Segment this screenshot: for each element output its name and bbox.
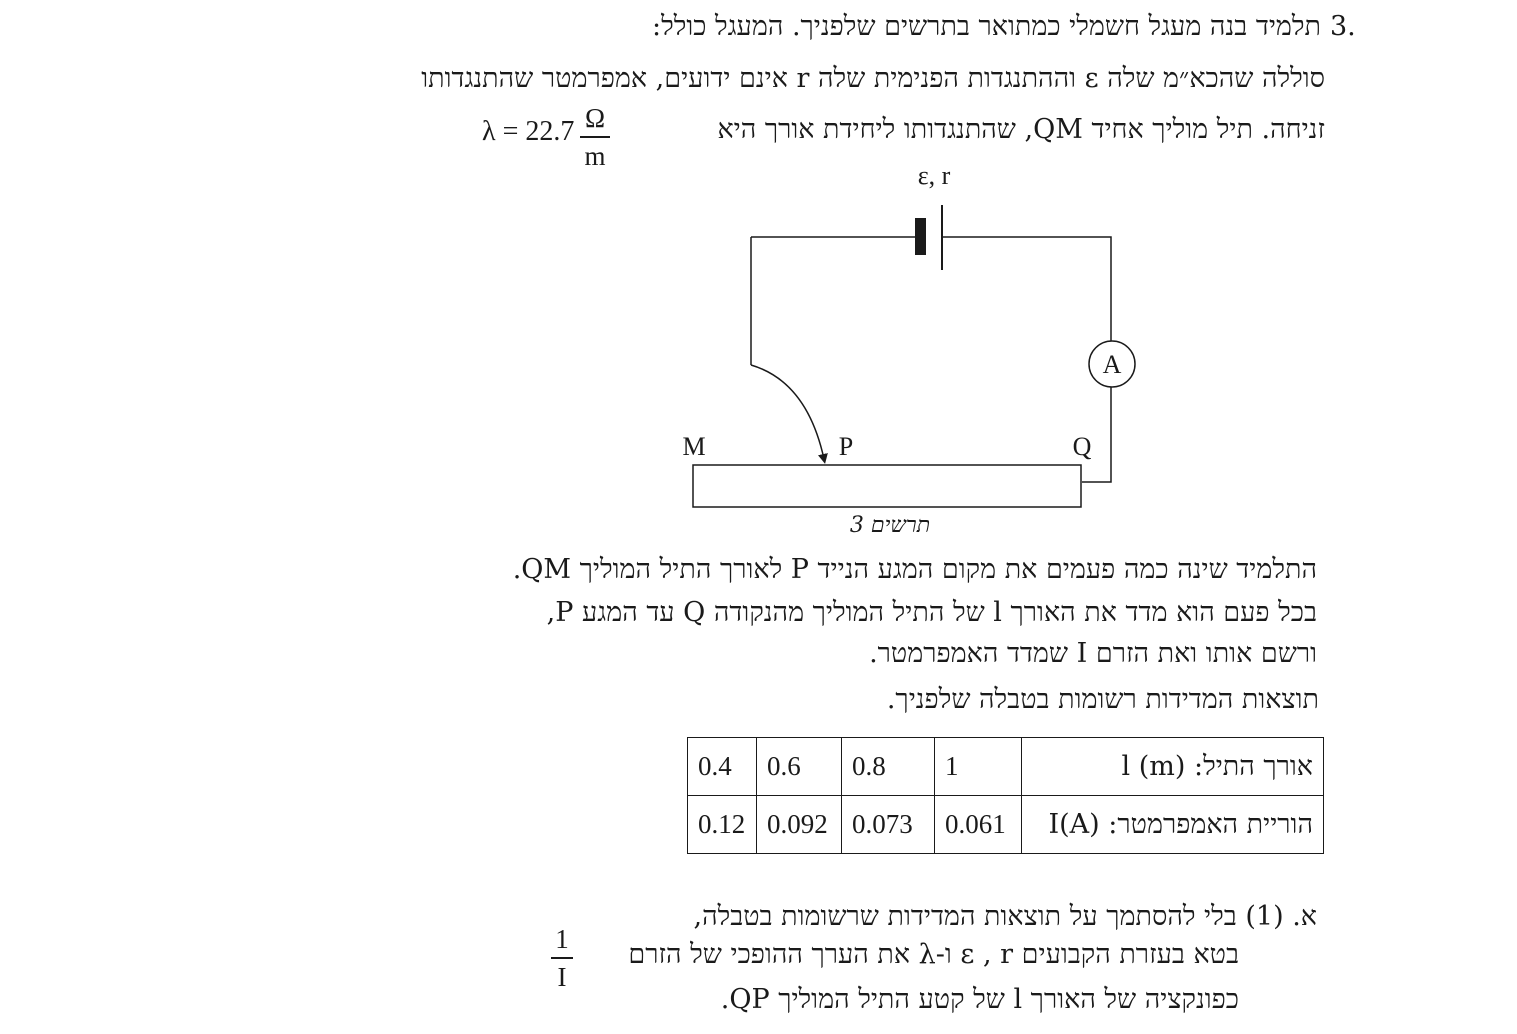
current-cell: 0.092 (757, 796, 842, 854)
battery-label: ε, r (917, 161, 951, 190)
fraction-bar (551, 957, 573, 959)
reciprocal-current-fraction (551, 925, 573, 991)
part-a-line-2: בטא בעזרת הקבועים ε , r ו-λ את הערך ההופכי של הזרם (628, 939, 1239, 970)
top-right-wire (943, 237, 1111, 342)
label-p: P (838, 432, 854, 461)
current-row-header: הוריית האמפרמטר: I(A) (1022, 796, 1324, 854)
question-intro-line: תלמיד בנה מעגל חשמלי כמתואר בתרשים שלפניך. המעגל כולל: (651, 11, 1321, 42)
current-cell: 0.061 (935, 796, 1022, 854)
part-a-line-3: כפונקציה של האורך l של קטע התיל המוליך QP. (720, 984, 1239, 1015)
body-paragraph-2: בכל פעם הוא מדד את האורך l של התיל המוליך מהנקודה Q עד המגע P, (546, 597, 1317, 628)
part-a-line-1: א. (1) בלי להסתמך על תוצאות המדידות שרשומות בטבלה, (693, 901, 1317, 932)
sliding-contact-arrow (751, 365, 824, 459)
body-paragraph-3: ורשם אותו ואת הזרם I שמדד האמפרמטר. (869, 638, 1317, 669)
length-cell: 0.6 (757, 738, 842, 796)
length-cell: 0.8 (842, 738, 935, 796)
question-line-3: זניחה. תיל מוליך אחיד QM, שהתנגדותו ליחידת אורך היא (717, 114, 1325, 145)
diagram-caption: תרשים 3 (849, 513, 931, 538)
fraction-denominator: I (557, 962, 567, 992)
table-row-length (688, 738, 1324, 796)
label-q: Q (1072, 432, 1092, 461)
length-cell: 1 (935, 738, 1022, 796)
ammeter-label: A (1102, 350, 1122, 379)
lambda-unit-denominator: m (584, 141, 606, 171)
fraction-numerator: 1 (555, 924, 569, 954)
body-paragraph-1: התלמיד שינה כמה פעמים את מקום המגע הנייד P לאורך התיל המוליך QM. (512, 554, 1317, 585)
current-cell: 0.12 (688, 796, 757, 854)
question-number: 3. (1330, 11, 1356, 42)
conducting-wire-qm (693, 465, 1081, 507)
length-cell: 0.4 (688, 738, 757, 796)
table-row-current (688, 796, 1324, 854)
label-m: M (682, 432, 706, 461)
lambda-unit-numerator: Ω (584, 103, 606, 133)
length-row-header: אורך התיל: l (m) (1022, 738, 1324, 796)
lambda-expression: λ = 22.7 (482, 116, 575, 147)
question-line-2: סוללה שהכא״מ שלה ε וההתנגדות הפנימית שלה r אינם ידועים, אמפרמטר שהתנגדותו (421, 63, 1325, 94)
body-paragraph-4: תוצאות המדידות רשומות בטבלה שלפניך. (886, 684, 1319, 715)
current-cell: 0.073 (842, 796, 935, 854)
measurements-table (687, 737, 1324, 854)
battery-short-plate (915, 218, 926, 255)
